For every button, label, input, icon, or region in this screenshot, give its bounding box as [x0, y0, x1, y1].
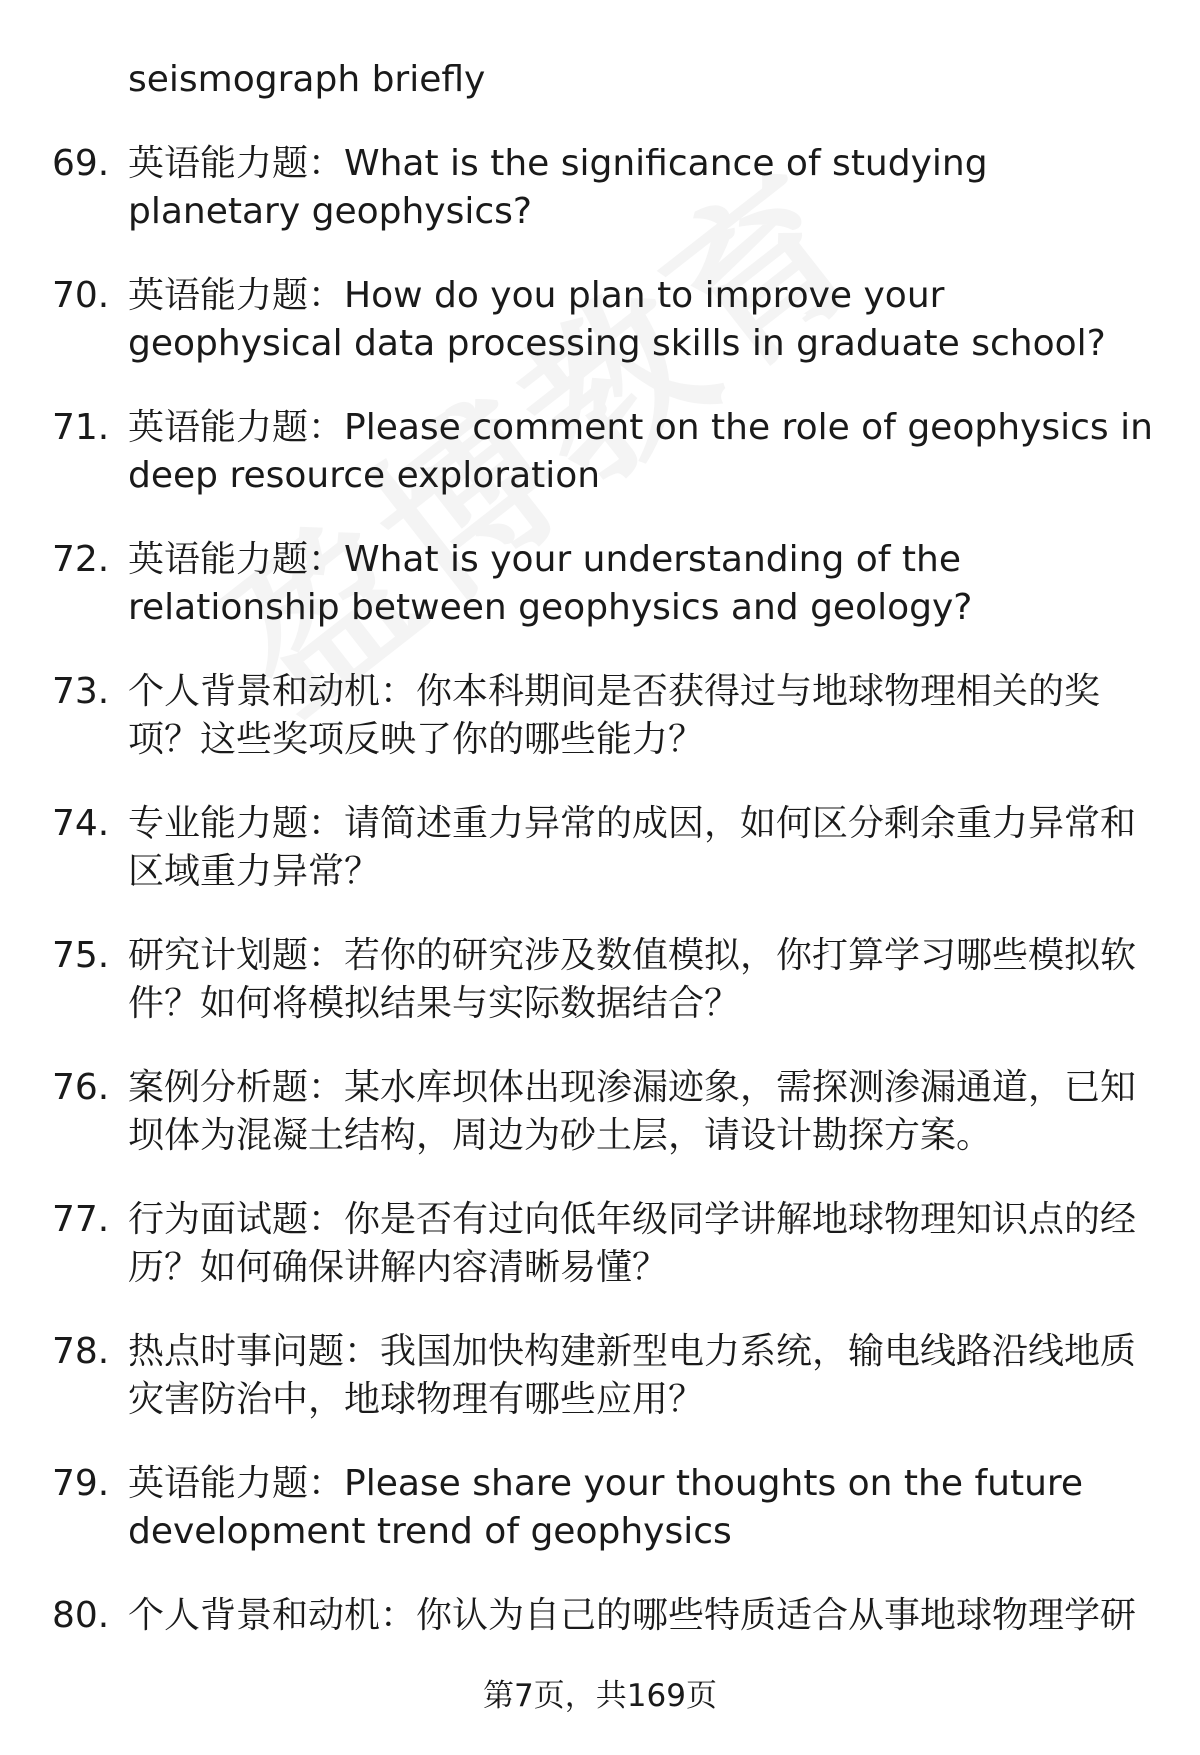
continued-text: seismograph briefly [128, 59, 486, 100]
question-number: 72. [52, 539, 110, 580]
list-item [0, 1328, 1200, 1460]
list-item [0, 536, 1200, 668]
list-item [0, 1460, 1200, 1592]
question-text: 英语能力题：How do you plan to improve your geophysical data processing skills in graduate school? [128, 275, 1106, 364]
list-item [0, 668, 1200, 800]
list-item [0, 1064, 1200, 1196]
question-number: 76. [52, 1067, 110, 1108]
question-text: 专业能力题：请简述重力异常的成因，如何区分剩余重力异常和区域重力异常？ [128, 803, 1137, 892]
question-number: 71. [52, 407, 110, 448]
question-number: 79. [52, 1463, 110, 1504]
question-text: 个人背景和动机：你本科期间是否获得过与地球物理相关的奖项？这些奖项反映了你的哪些能力？ [128, 671, 1101, 760]
list-item [0, 1196, 1200, 1328]
question-text: 英语能力题：What is your understanding of the relationship between geophysics and geology? [128, 539, 973, 628]
question-text: 案例分析题：某水库坝体出现渗漏迹象，需探测渗漏通道，已知坝体为混凝土结构，周边为砂土层，请设计勘探方案。 [128, 1067, 1137, 1156]
question-number: 75. [52, 935, 110, 976]
list-item [0, 932, 1200, 1064]
question-number: 69. [52, 143, 110, 184]
question-text: 研究计划题：若你的研究涉及数值模拟，你打算学习哪些模拟软件？如何将模拟结果与实际数据结合？ [128, 935, 1137, 1024]
page-footer: 第7页，共169页 [483, 1678, 717, 1714]
question-text: 行为面试题：你是否有过向低年级同学讲解地球物理知识点的经历？如何确保讲解内容清晰易懂？ [128, 1199, 1137, 1288]
question-number: 80. [52, 1595, 110, 1636]
question-list [0, 140, 1200, 1724]
list-item [0, 140, 1200, 272]
question-text: 个人背景和动机：你认为自己的哪些特质适合从事地球物理学研 [128, 1595, 1137, 1636]
question-text: 英语能力题：What is the significance of studying planetary geophysics? [128, 143, 988, 232]
question-number: 70. [52, 275, 110, 316]
question-number: 78. [52, 1331, 110, 1372]
question-text: 热点时事问题：我国加快构建新型电力系统，输电线路沿线地质灾害防治中，地球物理有哪些应用？ [128, 1331, 1137, 1420]
list-item [0, 404, 1200, 536]
question-text: 英语能力题：Please share your thoughts on the future development trend of geophysics [128, 1463, 1084, 1552]
question-number: 74. [52, 803, 110, 844]
list-item [0, 800, 1200, 932]
question-number: 77. [52, 1199, 110, 1240]
question-number: 73. [52, 671, 110, 712]
list-item [0, 272, 1200, 404]
question-text: 英语能力题：Please comment on the role of geophysics in deep resource exploration [128, 407, 1153, 496]
